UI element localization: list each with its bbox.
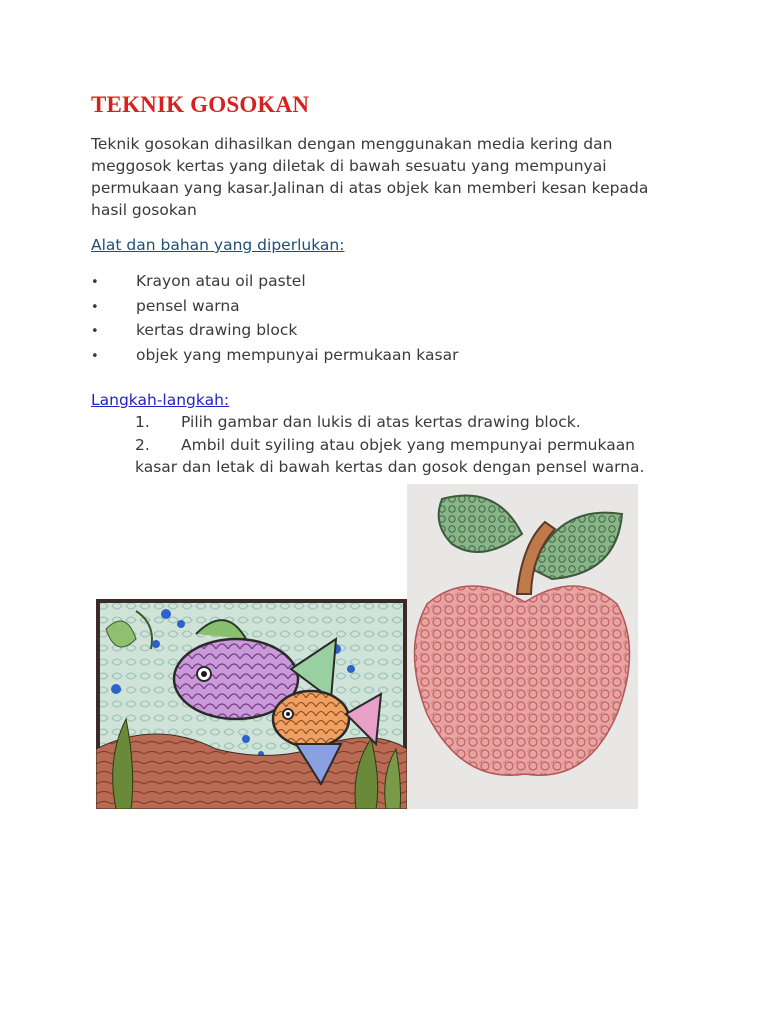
step-text: Ambil duit syiling atau objek yang mempunyai permukaan xyxy=(181,435,636,454)
bullet-icon: • xyxy=(91,275,99,290)
step-row xyxy=(135,411,644,434)
list-item xyxy=(91,272,458,297)
apple-rubbing-image xyxy=(407,484,638,809)
steps-heading: Langkah-langkah: xyxy=(91,391,230,409)
bullet-icon: • xyxy=(91,324,99,339)
list-item xyxy=(91,297,458,322)
list-item-text: kertas drawing block xyxy=(136,321,298,339)
materials-heading: Alat dan bahan yang diperlukan: xyxy=(91,236,345,254)
materials-list xyxy=(91,272,458,370)
page-title: TEKNIK GOSOKAN xyxy=(91,92,310,117)
intro-line: hasil gosokan xyxy=(91,201,197,219)
step-number: 1. xyxy=(135,413,150,431)
step-row xyxy=(135,434,644,457)
intro-line: meggosok kertas yang diletak di bawah sesuatu yang mempunyai xyxy=(91,157,607,175)
bullet-icon: • xyxy=(91,348,99,364)
bullet-icon: • xyxy=(91,299,99,315)
step-continuation: kasar dan letak di bawah kertas dan gosok dengan pensel warna. xyxy=(135,458,645,476)
fish-rubbing-image xyxy=(96,599,407,809)
intro-paragraph xyxy=(91,133,731,221)
list-item xyxy=(91,321,458,346)
intro-line: Teknik gosokan dihasilkan dengan menggunakan media kering dan xyxy=(91,135,613,153)
list-item-text: pensel warna xyxy=(136,296,240,315)
list-item xyxy=(91,346,458,371)
step-text: Pilih gambar dan lukis di atas kertas drawing block. xyxy=(181,413,581,431)
intro-line: permukaan yang kasar.Jalinan di atas objek kan memberi kesan kepada xyxy=(91,179,649,197)
list-item-text: Krayon atau oil pastel xyxy=(136,272,306,290)
step-number: 2. xyxy=(135,435,150,454)
steps-list xyxy=(135,411,644,479)
list-item-text: objek yang mempunyai permukaan kasar xyxy=(136,345,459,364)
